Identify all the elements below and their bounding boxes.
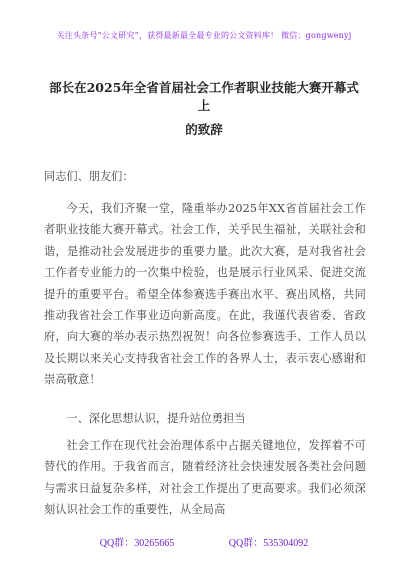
- footer: [0, 534, 408, 549]
- promo-banner: 关注头条号“公文研究”，获得最新最全最专业的公文资料库！ 微信：gongwenyj: [56, 31, 352, 40]
- footer-qq-group-1: QQ群：30265665: [99, 538, 175, 549]
- salutation: 同志们、朋友们：: [44, 170, 134, 183]
- document-title-line-2: 的致辞: [185, 122, 223, 137]
- section-heading-1: 一、深化思想认识，提升站位勇担当: [66, 412, 246, 425]
- footer-qq-group-2: QQ群：535304092: [228, 538, 309, 549]
- body-paragraph-2: 社会工作在现代社会治理体系中占据关键地位，发挥着不可替代的作用。于我省而言，随着经济社会快速发展各类社会问题与需求日益复杂多样，对社会工作提出了更高要求。我们必须深刻认识社会工作的重要性，从全局高: [44, 439, 366, 517]
- body-paragraph-1: 今天，我们齐聚一堂，隆重举办2025年XX省首届社会工作者职业技能大赛开幕式。社会工作，关乎民生福祉，关联社会和谐，是推动社会发展进步的重要力量。此次大赛，是对我省社会工作者专业能力的一次集中检验，也是展示行业风采、促进交流提升的重要平台。希望全体参赛选手赛出水平、赛出风格，共同推动我省社会工作事业迈向新高度。在此，我谨代表省委、省政府，向大赛的举办表示热烈祝贺！向各位参赛选手、工作人员以及长期以来关心支持我省社会工作的各界人士，表示衷心感谢和崇高敬意！: [44, 202, 366, 387]
- document-title-line-1: 部长在2025年全省首届社会工作者职业技能大赛开幕式上: [49, 80, 359, 113]
